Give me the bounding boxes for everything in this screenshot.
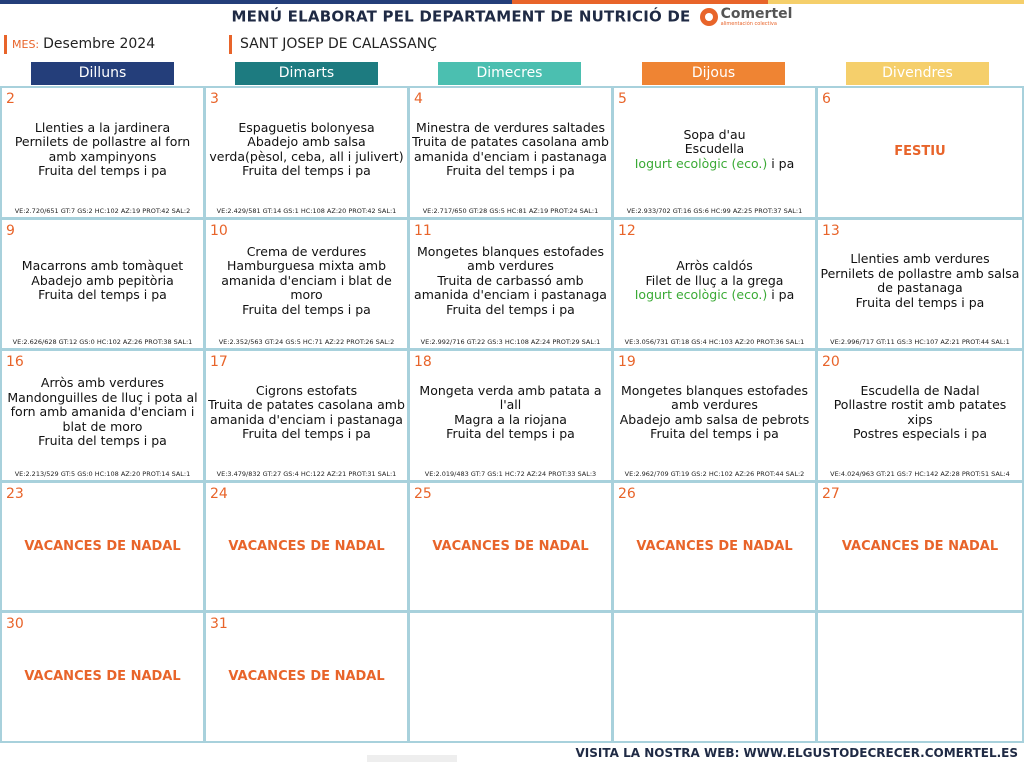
dish-line: Macarrons amb tomàquet: [21, 258, 184, 273]
dish-line: Cigrons estofats: [255, 382, 358, 398]
logo-name: Comertel: [720, 5, 793, 22]
day-number: 25: [414, 486, 432, 502]
dish-line: Fruita del temps i pa: [38, 287, 167, 302]
footer-tab: [367, 755, 457, 762]
day-number: 4: [414, 91, 423, 107]
nutrition-stats: VE:4.024/963 GT:21 GS:7 HC:142 AZ:28 PROT:51 SAL:4: [830, 470, 1010, 478]
vacation-label: VACANCES DE NADAL: [228, 669, 385, 684]
day-number: 26: [618, 486, 636, 502]
nutrition-stats: VE:2.992/716 GT:22 GS:3 HC:108 AZ:24 PROT:29 SAL:1: [420, 338, 601, 346]
eco-yogurt-label: Iogurt ecològic (eco.): [634, 155, 768, 171]
dish-line-eco: [616, 288, 813, 303]
eco-suffix: i pa: [767, 155, 795, 171]
menu-dishes: [208, 245, 405, 318]
day-number: 3: [210, 91, 219, 107]
dish-line: Mongeta verda amb patata a l'all: [419, 382, 602, 412]
day-cell: [408, 218, 613, 350]
day-cell: [0, 218, 205, 350]
day-cell: [204, 86, 409, 219]
weekday-header-3: Dijous: [642, 62, 785, 85]
dish-line: Fruita del temps i pa: [242, 426, 371, 441]
eco-yogurt-label: Iogurt ecològic (eco.): [634, 287, 768, 302]
month-label: MES:: [12, 38, 40, 51]
logo-subtitle: alimentación colectiva: [720, 20, 777, 27]
day-cell: [204, 218, 409, 350]
day-number: 11: [414, 223, 432, 239]
day-cell: [612, 611, 817, 743]
month-field: [4, 35, 218, 54]
month-value: Desembre 2024: [43, 36, 156, 52]
nutrition-stats: VE:2.720/651 GT:7 GS:2 HC:102 AZ:19 PROT:42 SAL:2: [14, 207, 191, 215]
nutrition-stats: VE:2.019/483 GT:7 GS:1 HC:72 AZ:24 PROT:33 SAL:3: [424, 470, 597, 478]
dish-line: Pollastre rostit amb patates xips: [833, 397, 1007, 427]
day-number: 6: [822, 91, 831, 107]
vacation-label: VACANCES DE NADAL: [841, 539, 999, 554]
menu-dishes: [616, 128, 813, 172]
day-number: 27: [822, 486, 840, 502]
menu-dishes: [820, 384, 1020, 442]
dish-line: Abadejo amb salsa de pebrots: [619, 411, 810, 427]
dish-line: Pernilets de pollastre amb salsa de pastanaga: [820, 265, 1020, 295]
dish-line: Magra a la riojana: [454, 411, 567, 427]
menu-dishes: [4, 121, 201, 179]
dish-line: Fruita del temps i pa: [650, 426, 779, 441]
day-number: 13: [822, 223, 840, 239]
dish-line: Sopa d'au: [683, 126, 746, 142]
vacation-label: VACANCES DE NADAL: [228, 539, 385, 554]
nutrition-stats: VE:2.352/563 GT:24 GS:5 HC:71 AZ:22 PROT:26 SAL:2: [218, 338, 395, 346]
day-number: 23: [6, 486, 24, 502]
vacation-label: VACANCES DE NADAL: [636, 539, 793, 554]
dish-line: Fruita del temps i pa: [38, 433, 167, 448]
day-number: 19: [618, 354, 636, 370]
menu-dishes: [616, 384, 813, 442]
day-number: 5: [618, 91, 627, 107]
dish-line: Mongetes blanques estofades amb verdures: [416, 243, 605, 273]
menu-dishes: [412, 121, 609, 179]
day-cell: [0, 481, 205, 612]
day-number: 30: [6, 616, 24, 632]
dish-line: Arròs caldós: [676, 258, 753, 273]
weekday-header-0: Dilluns: [31, 62, 174, 85]
day-cell: [612, 481, 817, 612]
day-cell: [612, 349, 817, 482]
day-cell: [408, 86, 613, 219]
day-number: 24: [210, 486, 228, 502]
dish-line-eco: [616, 157, 813, 172]
page-title: MENÚ ELABORAT PEL DEPARTAMENT DE NUTRICIÓ DE: [231, 7, 691, 26]
day-cell: [816, 86, 1024, 219]
dish-line: Fruita del temps i pa: [242, 301, 371, 317]
dish-line: Fruita del temps i pa: [446, 426, 575, 441]
day-cell: [816, 349, 1024, 482]
day-number: 12: [618, 223, 636, 239]
dish-line: Arròs amb verdures: [40, 375, 165, 390]
menu-dishes: [4, 259, 201, 303]
comertel-logo: [700, 7, 793, 27]
logo-circle-icon: [700, 8, 718, 26]
day-number: 9: [6, 223, 15, 239]
dish-line: Abadejo amb salsa verda(pèsol, ceba, all i julivert): [209, 134, 404, 164]
day-cell: [204, 481, 409, 612]
dish-line: Minestra de verdures saltades: [416, 119, 605, 135]
nutrition-stats: VE:2.962/709 GT:19 GS:2 HC:102 AZ:26 PROT:44 SAL:2: [624, 470, 805, 478]
day-cell: [816, 611, 1024, 743]
dish-line: Espaguetis bolonyesa: [238, 119, 375, 135]
dish-line: Llenties a la jardinera: [34, 119, 171, 135]
day-cell: [408, 349, 613, 482]
nutrition-stats: VE:2.717/650 GT:28 GS:5 HC:81 AZ:19 PROT:24 SAL:1: [422, 207, 599, 215]
menu-dishes: [4, 376, 201, 449]
menu-dishes: [616, 259, 813, 303]
nutrition-stats: VE:2.213/529 GT:5 GS:0 HC:108 AZ:20 PROT:14 SAL:1: [14, 470, 191, 478]
menu-dishes: [412, 384, 609, 442]
dish-line: Hamburguesa mixta amb amanida d'enciam i blat de moro: [221, 258, 392, 302]
footer-website[interactable]: VISITA LA NOSTRA WEB: WWW.ELGUSTODECRECER.COMERTEL.ES: [575, 746, 1018, 760]
dish-line: Pernilets de pollastre al forn amb xampinyons: [14, 134, 191, 164]
dish-line: Escudella: [684, 141, 745, 156]
nutrition-stats: VE:2.429/581 GT:14 GS:1 HC:108 AZ:20 PROT:42 SAL:1: [216, 207, 397, 215]
day-number: 2: [6, 91, 15, 107]
menu-dishes: [208, 121, 405, 179]
holiday-label: FESTIU: [894, 144, 946, 159]
day-cell: [612, 218, 817, 350]
page-header: [0, 6, 1024, 32]
day-number: 18: [414, 354, 432, 370]
day-cell: [204, 611, 409, 743]
day-number: 10: [210, 223, 228, 239]
dish-line: Mandonguilles de lluç i pota al forn amb amanida d'enciam i blat de moro: [7, 389, 198, 434]
vacation-label: VACANCES DE NADAL: [24, 539, 181, 554]
weekday-header-1: Dimarts: [235, 62, 378, 85]
weekday-header-4: Divendres: [846, 62, 989, 85]
day-cell: [816, 218, 1024, 350]
dish-line: Mongetes blanques estofades amb verdures: [620, 382, 809, 412]
menu-dishes: [208, 384, 405, 442]
nutrition-stats: VE:2.626/628 GT:12 GS:0 HC:102 AZ:26 PROT:38 SAL:1: [12, 338, 193, 346]
day-number: 16: [6, 354, 24, 370]
menu-dishes: [820, 252, 1020, 310]
dish-line: Escudella de Nadal: [860, 382, 980, 398]
vacation-label: VACANCES DE NADAL: [432, 539, 589, 554]
nutrition-stats: VE:2.933/702 GT:16 GS:6 HC:99 AZ:25 PROT:37 SAL:1: [626, 207, 803, 215]
vacation-label: VACANCES DE NADAL: [24, 669, 181, 684]
dish-line: Fruita del temps i pa: [242, 163, 371, 178]
dish-line: Fruita del temps i pa: [855, 294, 985, 310]
day-number: 17: [210, 354, 228, 370]
menu-dishes: [412, 245, 609, 318]
nutrition-stats: VE:3.056/731 GT:18 GS:4 HC:103 AZ:20 PROT:36 SAL:1: [624, 338, 805, 346]
dish-line: Llenties amb verdures: [850, 251, 990, 266]
day-cell: [408, 481, 613, 612]
nutrition-stats: VE:2.996/717 GT:11 GS:3 HC:107 AZ:21 PROT:44 SAL:1: [830, 338, 1010, 346]
dish-line: Truita de patates casolana amb amanida d'enciam i pastanaga: [412, 134, 609, 164]
day-cell: [0, 349, 205, 482]
school-name: SANT JOSEP DE CALASSANÇ: [229, 35, 1017, 54]
day-cell: [0, 86, 205, 219]
dish-line: Filet de lluç a la grega: [645, 272, 784, 288]
dish-line: Fruita del temps i pa: [38, 163, 167, 178]
dish-line: Postres especials i pa: [852, 426, 988, 441]
dish-line: Truita de patates casolana amb amanida d'enciam i pastanaga: [208, 397, 405, 427]
day-cell: [204, 349, 409, 482]
nutrition-stats: VE:3.479/832 GT:27 GS:4 HC:122 AZ:21 PROT:31 SAL:1: [216, 470, 397, 478]
eco-suffix: i pa: [767, 287, 795, 302]
dish-line: Fruita del temps i pa: [446, 301, 575, 317]
day-cell: [0, 611, 205, 743]
day-number: 20: [822, 354, 840, 370]
day-cell: [816, 481, 1024, 612]
dish-line: Truita de carbassó amb amanida d'enciam i pastanaga: [414, 272, 607, 302]
dish-line: Abadejo amb pepitòria: [31, 272, 174, 288]
day-number: 31: [210, 616, 228, 632]
top-color-stripe: [0, 0, 1024, 4]
day-cell: [612, 86, 817, 219]
dish-line: Crema de verdures: [246, 243, 367, 259]
weekday-header-2: Dimecres: [438, 62, 581, 85]
day-cell: [408, 611, 613, 743]
dish-line: Fruita del temps i pa: [446, 163, 575, 178]
